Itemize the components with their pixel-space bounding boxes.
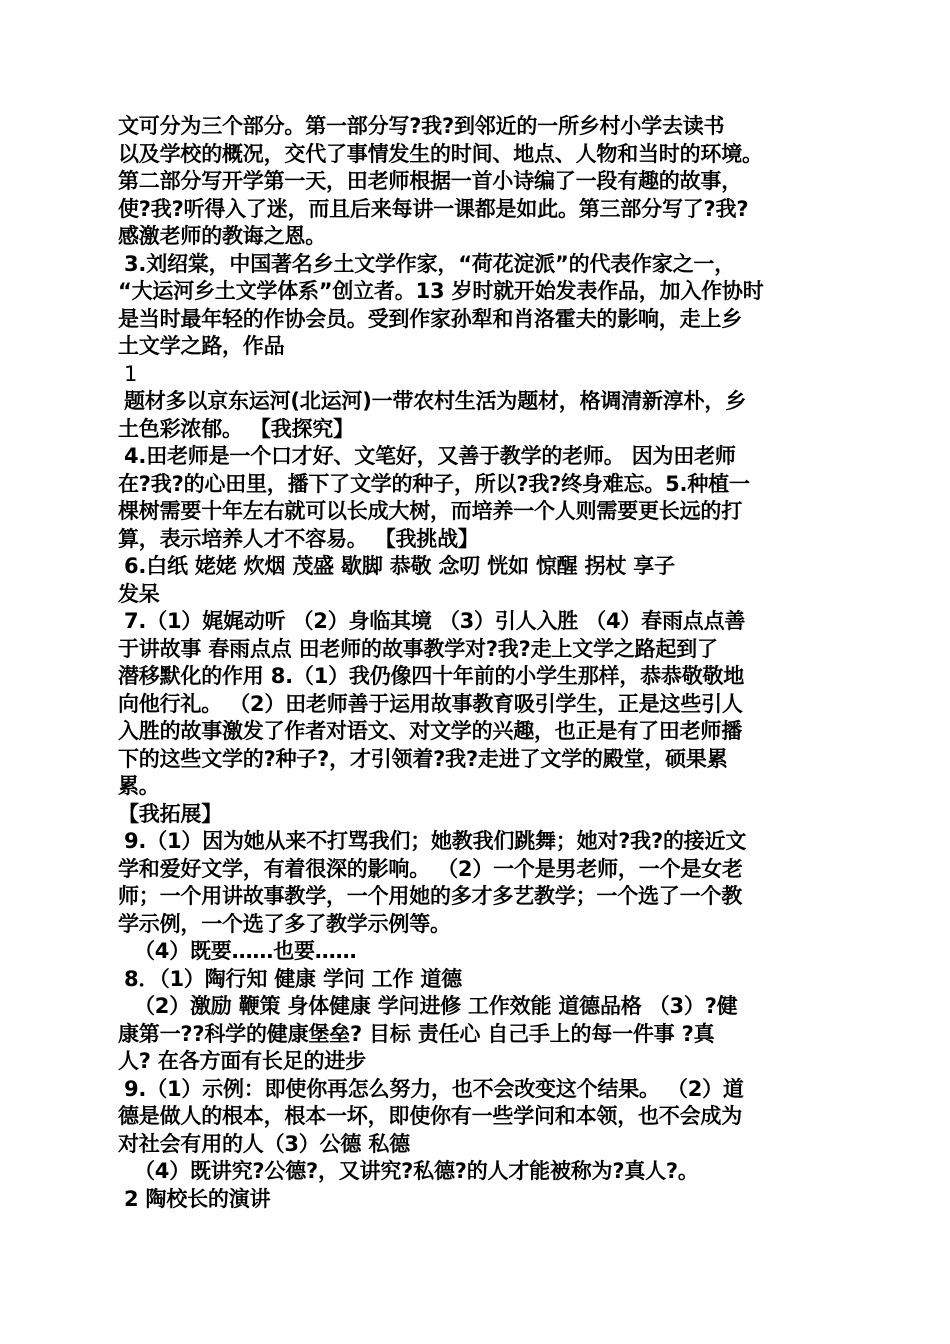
text-line: 土色彩浓郁。 【我探究】 [118, 416, 354, 441]
text-line: 德是做人的根本，根本一坏，即使你有一些学问和本领，也不会成为 [118, 1104, 742, 1128]
text-line: （4）既要……也要…… [134, 939, 357, 963]
text-line: 学和爱好文学，有着很深的影响。 （2）一个是男老师，一个是女老 [118, 856, 743, 881]
text-line: 9.（1）示例：即使你再怎么努力，也不会改变这个结果。 （2）道 [124, 1076, 744, 1101]
text-line: 题材多以京东运河(北运河)一带农村生活为题材，格调清新淳朴，乡 [124, 389, 746, 413]
text-line: “大运河乡土文学体系”创立者。13 岁时就开始发表作品，加入作协时 [118, 279, 764, 303]
text-line: 累。 [118, 774, 160, 798]
text-line: 8．（1）陶行知 健康 学问 工作 道德 [124, 966, 462, 991]
text-line: 是当时最年轻的作协会员。受到作家孙犁和肖洛霍夫的影响，走上乡 [118, 306, 742, 331]
text-line: 文可分为三个部分。第一部分写?我?到邻近的一所乡村小学去读书 [118, 114, 725, 138]
text-line: 6.白纸 姥姥 炊烟 茂盛 歇脚 恭敬 念叨 恍如 惊醒 拐杖 享子 [124, 554, 675, 578]
text-line: 在?我?的心田里，播下了文学的种子，所以?我?终身难忘。5.种植一 [118, 471, 750, 496]
text-line: （2）激励 鞭策 身体健康 学问进修 工作效能 道德品格 （3）?健 [134, 994, 738, 1018]
text-line: 发呆 [118, 581, 160, 606]
text-line: 对社会有用的人（3）公德 私德 [118, 1131, 410, 1156]
text-line: （4）既讲究?公德?，又讲究?私德?的人才能被称为?真人?。 [134, 1159, 699, 1183]
text-line: 师；一个用讲故事教学，一个用她的多才多艺教学；一个选了一个教 [118, 884, 742, 908]
text-line: 第二部分写开学第一天，田老师根据一首小诗编了一段有趣的故事， [118, 169, 742, 193]
section-heading: 【我拓展】 [118, 801, 222, 826]
text-line: 4.田老师是一个口才好、文笔好，又善于教学的老师。 因为田老师 [124, 444, 736, 468]
text-line: 土文学之路，作品 [118, 334, 285, 358]
text-line: 7.（1）娓娓动听 （2）身临其境 （3）引人入胜 （4）春雨点点善 [124, 609, 746, 633]
text-line: 算，表示培养人才不容易。 【我挑战】 [118, 526, 479, 551]
text-line: 人? 在各方面有长足的进步 [118, 1049, 366, 1073]
text-line: 感激老师的教诲之恩。 [118, 224, 326, 248]
text-line: 3.刘绍棠，中国著名乡土文学作家，“荷花淀派”的代表作家之一， [124, 251, 735, 276]
text-line: 于讲故事 春雨点点 田老师的故事教学对?我?走上文学之路起到了 [118, 636, 718, 661]
text-line: 使?我?听得入了迷，而且后来每讲一课都是如此。第三部分写了?我? [118, 196, 749, 221]
text-line: 潜移默化的作用 8.（1）我仍像四十年前的小学生那样，恭恭敬敬地 [118, 664, 745, 688]
text-line: 9.（1）因为她从来不打骂我们；她教我们跳舞；她对?我?的接近文 [124, 829, 747, 853]
text-line: 向他行礼。 （2）田老师善于运用故事教育吸引学生，正是这些引人 [118, 691, 743, 716]
text-line: 康第一??科学的健康堡垒? 目标 责任心 自己手上的每一件事 ?真 [118, 1021, 715, 1046]
page-number: 1 [124, 361, 138, 386]
text-line: 棵树需要十年左右就可以长成大树，而培养一个人则需要更长远的打 [118, 499, 742, 523]
text-line: 入胜的故事激发了作者对语文、对文学的兴趣，也正是有了田老师播 [118, 719, 742, 743]
text-line: 以及学校的概况，交代了事情发生的时间、地点、人物和当时的环境。 [118, 141, 763, 166]
text-line: 下的这些文学的?种子?，才引领着?我?走进了文学的殿堂，硕果累 [118, 746, 728, 771]
document-page [118, 113, 840, 1213]
section-title: 2 陶校长的演讲 [124, 1186, 271, 1211]
text-line: 学示例，一个选了多了教学示例等。 [118, 911, 451, 936]
